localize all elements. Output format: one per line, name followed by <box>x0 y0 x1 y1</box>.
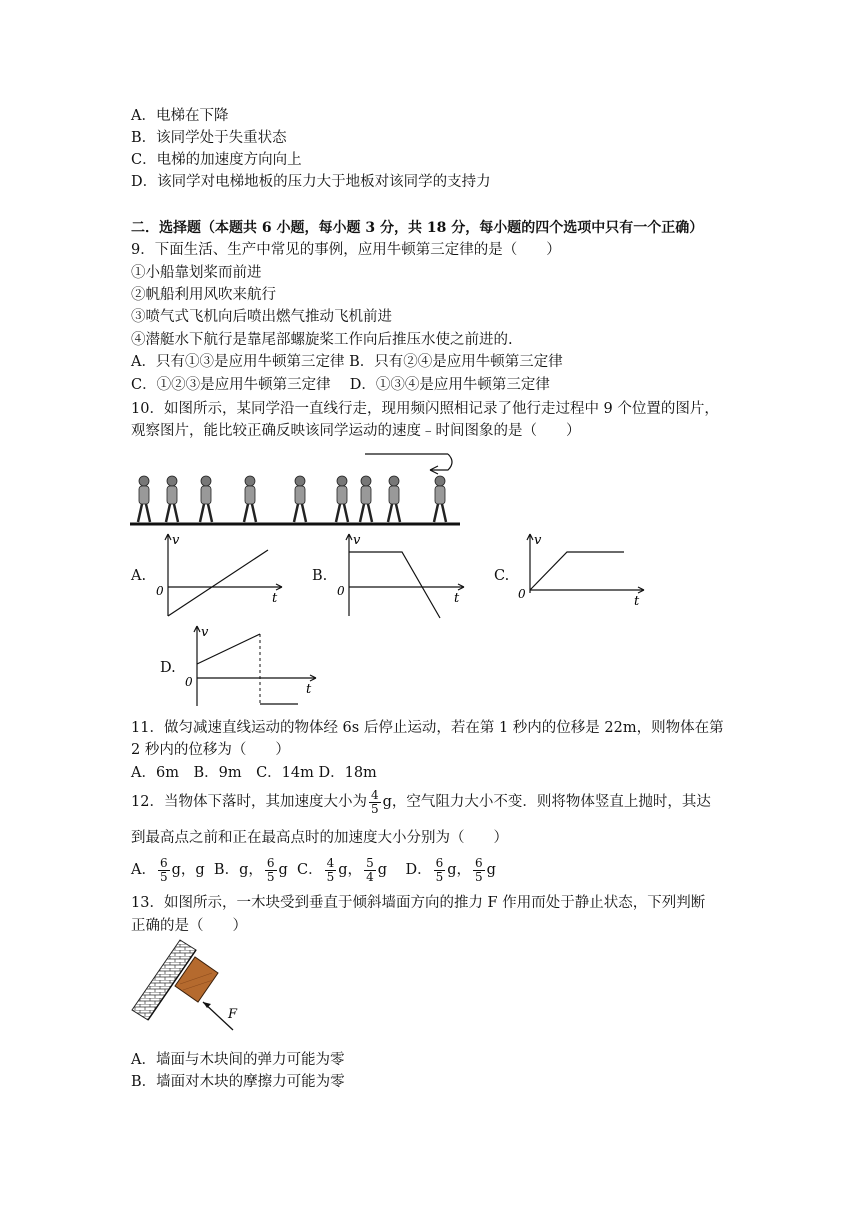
q9-options-line1: A．只有①③是应用牛顿第三定律 B．只有②④是应用牛顿第三定律 <box>131 354 563 370</box>
q13-option-b: B．墙面对木块的摩擦力可能为零 <box>131 1074 345 1090</box>
q10-stem-line1: 10．如图所示，某同学沿一直线行走，现用频闪照相记录了他行走过程中 9 个位置的图片， <box>131 401 719 417</box>
vt-graph-b <box>332 528 467 623</box>
axis-v-label: v <box>353 533 361 548</box>
vt-graph-d <box>180 620 320 712</box>
q9-item-1: ①小船靠划桨而前进 <box>131 265 262 281</box>
walker-figure <box>434 476 446 522</box>
section-title: 二．选择题（本题共 6 小题，每小题 3 分，共 18 分，每小题的四个选项中只有一个正确） <box>131 220 704 236</box>
wall-block-figure <box>128 938 248 1050</box>
q10-option-d-label: D. <box>160 660 176 676</box>
q10-option-a-label: A. <box>131 568 147 584</box>
q8-option-b: B．该同学处于失重状态 <box>131 130 287 146</box>
q10-stem-line2: 观察图片，能比较正确反映该同学运动的速度﹣时间图象的是（ ） <box>131 423 581 439</box>
axis-t-label: t <box>306 682 312 697</box>
direction-arrow-icon <box>365 454 452 474</box>
q11-stem-line2: 2 秒内的位移为（ ） <box>131 742 290 758</box>
origin-label: 0 <box>185 675 193 689</box>
q12-stem-line2: 到最高点之前和正在最高点时的加速度大小分别为（ ） <box>131 830 508 846</box>
q10-option-b-label: B. <box>312 568 328 584</box>
vt-graph-a <box>150 528 285 623</box>
q11-options: A．6m B．9m C．14m D．18m <box>131 765 377 781</box>
origin-label: 0 <box>337 584 345 598</box>
walker-figure <box>336 476 348 522</box>
q8-option-a: A．电梯在下降 <box>131 108 229 124</box>
axis-v-label: v <box>534 533 542 548</box>
walker-figure <box>388 476 400 522</box>
axis-v-label: v <box>172 533 180 548</box>
walker-figure <box>200 476 212 522</box>
axis-t-label: t <box>272 591 278 606</box>
q9-stem: 9．下面生活、生产中常见的事例，应用牛顿第三定律的是（ ） <box>131 242 561 258</box>
q8-option-d: D．该同学对电梯地板的压力大于地板对该同学的支持力 <box>131 174 491 190</box>
q13-stem-line2: 正确的是（ ） <box>131 918 247 934</box>
q12-stem-line1 <box>131 788 711 816</box>
walker-figure <box>138 476 150 522</box>
q9-item-2: ②帆船利用风吹来航行 <box>131 287 276 303</box>
q12-fraction: $\frac{4}{5}$ <box>370 787 379 816</box>
q12-options: A． $\frac{6}{5}$ g，g B．g， $\frac{6}{5}$ g C． $\frac{4}{5}$ g， $\frac{5}{4}$ g D． $\frac{6}{5}$ g， $\frac{6}{5}$ g <box>131 855 496 884</box>
q11-stem-line1: 11．做匀减速直线运动的物体经 6s 后停止运动，若在第 1 秒内的位移是 22m，则物体在第 <box>131 720 724 736</box>
strobe-photo-figure <box>130 448 460 530</box>
q8-option-c: C．电梯的加速度方向向上 <box>131 152 302 168</box>
walker-figure <box>244 476 256 522</box>
force-label: F <box>228 1007 238 1022</box>
origin-label: 0 <box>518 587 526 601</box>
q9-options-line2: C．①②③是应用牛顿第三定律 D．①③④是应用牛顿第三定律 <box>131 377 550 393</box>
origin-label: 0 <box>156 584 164 598</box>
axis-v-label: v <box>201 625 209 640</box>
q10-option-c-label: C. <box>494 568 510 584</box>
q9-item-4: ④潜艇水下航行是靠尾部螺旋桨工作向后推压水使之前进的. <box>131 332 513 348</box>
vt-graph-c <box>512 528 647 623</box>
axis-t-label: t <box>634 594 640 609</box>
walker-figure <box>166 476 178 522</box>
q13-option-a: A．墙面与木块间的弹力可能为零 <box>131 1052 345 1068</box>
axis-t-label: t <box>454 591 460 606</box>
walker-figure <box>294 476 306 522</box>
q12-stem-a: 12．当物体下落时，其加速度大小为 <box>131 794 367 810</box>
q13-stem-line1: 13．如图所示，一木块受到垂直于倾斜墙面方向的推力 F 作用而处于静止状态，下列判断 <box>131 895 706 911</box>
q9-item-3: ③喷气式飞机向后喷出燃气推动飞机前进 <box>131 309 392 325</box>
q12-stem-b: g，空气阻力大小不变．则将物体竖直上抛时，其达 <box>382 794 711 810</box>
walker-figure <box>360 476 372 522</box>
